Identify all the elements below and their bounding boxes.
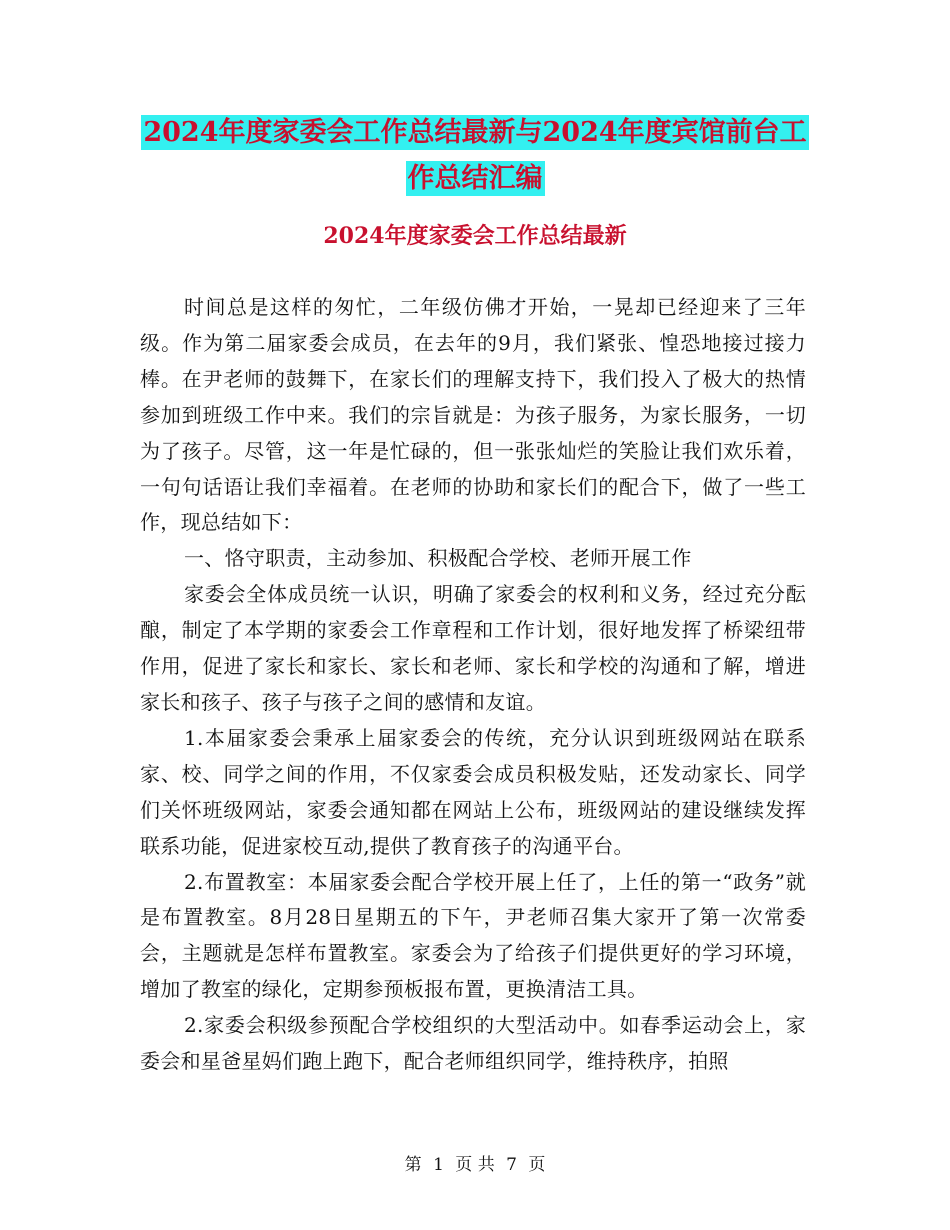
section-title: 2024年度家委会工作总结最新 bbox=[323, 223, 627, 249]
page-footer bbox=[0, 1153, 950, 1177]
paragraph-heading-1: 一、恪守职责，主动参加、积极配合学校、老师开展工作 bbox=[184, 546, 692, 571]
footer-suffix: 页 bbox=[528, 1155, 546, 1175]
paragraph-item-1: 1.本届家委会秉承上届家委会的传统，充分认识到班级网站在联系家、校、同学之间的作用，不仅家委会成员积极发贴，还发动家长、同学们关怀班级网站，家委会通知都在网站上公布，班级网站的建设继续发挥联系功能，促进家校互动,提供了教育孩子的沟通平台。 bbox=[140, 725, 806, 858]
paragraph-committee: 家委会全体成员统一认识，明确了家委会的权利和义务，经过充分酝酿，制定了本学期的家委会工作章程和工作计划，很好地发挥了桥梁纽带作用，促进了家长和家长、家长和老师、家长和学校的沟通和了解，增进家长和孩子、孩子与孩子之间的感情和友谊。 bbox=[140, 582, 806, 714]
footer-page-current: 1 bbox=[433, 1155, 444, 1175]
footer-prefix: 第 bbox=[404, 1155, 422, 1175]
document-title-line-1: 2024年度家委会工作总结最新与2024年度宾馆前台工 bbox=[143, 117, 807, 148]
document-body bbox=[140, 290, 806, 1080]
document-title bbox=[140, 110, 810, 202]
paragraph-intro: 时间总是这样的匆忙，二年级仿佛才开始，一晃却已经迎来了三年级。作为第二届家委会成员，在去年的9月，我们紧张、惶恐地接过接力棒。在尹老师的鼓舞下，在家长们的理解支持下，我们投入了极大的热情参加到班级工作中来。我们的宗旨就是：为孩子服务，为家长服务，一切为了孩子。尽管，这一年是忙碌的，但一张张灿烂的笑脸让我们欢乐着，一句句话语让我们幸福着。在老师的协助和家长们的配合下，做了一些工作，现总结如下： bbox=[140, 295, 806, 535]
document-title-line-2: 作总结汇编 bbox=[407, 163, 543, 194]
paragraph-item-2b: 2.家委会积级参预配合学校组织的大型活动中。如春季运动会上，家委会和星爸星妈们跑上跑下，配合老师组织同学，维持秩序，拍照 bbox=[140, 1013, 806, 1074]
paragraph-item-2: 2.布置教室：本届家委会配合学校开展上任了，上任的第一“政务”就是布置教室。8月28日星期五的下午，尹老师召集大家开了第一次常委会，主题就是怎样布置教室。家委会为了给孩子们提供更好的学习环境，增加了教室的绿化，定期参预板报布置，更换清洁工具。 bbox=[140, 869, 806, 1002]
footer-page-total: 7 bbox=[506, 1155, 517, 1175]
footer-middle: 页 共 bbox=[455, 1155, 495, 1175]
